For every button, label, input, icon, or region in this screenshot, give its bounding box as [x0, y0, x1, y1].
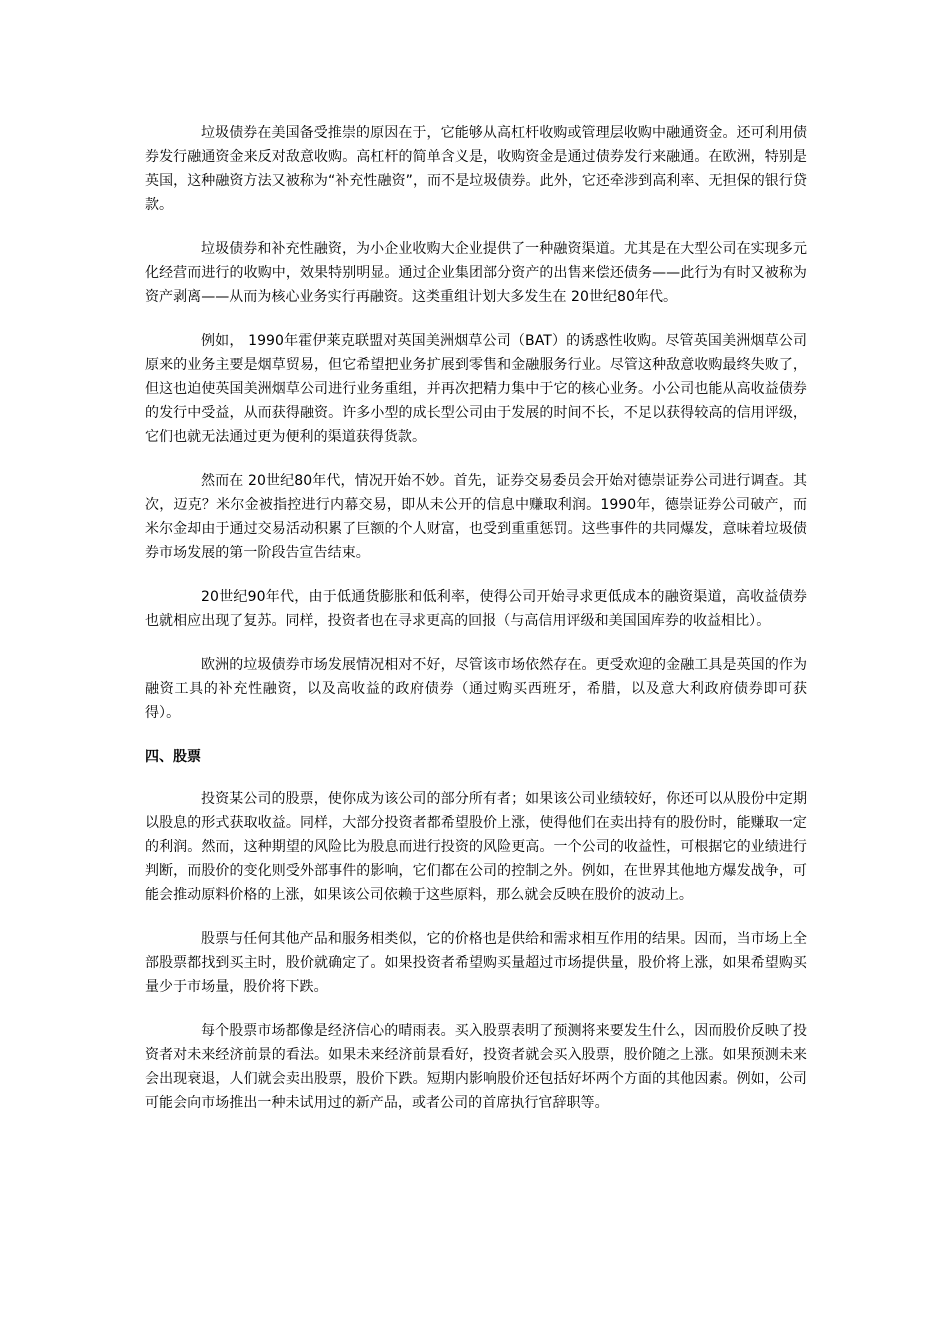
paragraph-stock-ownership: 投资某公司的股票，使你成为该公司的部分所有者；如果该公司业绩较好，你还可以从股份中定期以股息的形式获取收益。同样，大部分投资者都希望股价上涨，使得他们在卖出持有的股份时，能赚取一定的利润。然而，这种期望的风险比为股息而进行投资的风险更高。一个公司的收益性，可根据它的业绩进行判断，而股价的变化则受外部事件的影响，它们都在公司的控制之外。例如，在世界其他地方爆发战争，可能会推动原料价格的上涨，如果该公司依赖于这些原料，那么就会反映在股价的波动上。: [145, 791, 807, 903]
paragraph-european-market: 欧洲的垃圾债券市场发展情况相对不好，尽管该市场依然存在。更受欢迎的金融工具是英国的作为融资工具的补充性融资，以及高收益的政府债券（通过购买西班牙，希腊，以及意大利政府债券即可获得）。: [145, 657, 807, 721]
section-heading-stocks: 四、股票: [145, 749, 201, 765]
paragraph-supply-demand: 股票与任何其他产品和服务相类似，它的价格也是供给和需求相互作用的结果。因而，当市场上全部股票都找到买主时，股价就确定了。如果投资者希望购买量超过市场提供量，股价将上涨，如果希望购买量少于市场量，股价将下跌。: [145, 931, 807, 995]
document-body: [145, 121, 807, 1135]
paragraph-bat-example: 例如， 1990年霍伊莱克联盟对英国美洲烟草公司（BAT）的诱惑性收购。尽管英国美洲烟草公司原来的业务主要是烟草贸易，但它希望把业务扩展到零售和金融服务行业。尽管这种敌意收购最终失败了，但这也迫使英国美洲烟草公司进行业务重组，并再次把精力集中于它的核心业务。小公司也能从高收益债券的发行中受益，从而获得融资。许多小型的成长型公司由于发展的时间不长，不足以获得较高的信用评级，它们也就无法通过更为便利的渠道获得货款。: [145, 333, 807, 445]
paragraph-1990s-recovery: 20世纪90年代，由于低通货膨胀和低利率，使得公司开始寻求更低成本的融资渠道，高收益债券也就相应出现了复苏。同样，投资者也在寻求更高的回报（与高信用评级和美国国库券的收益相比）。: [145, 589, 807, 629]
paragraph-1980s-decline: 然而在 20世纪80年代，情况开始不妙。首先，证券交易委员会开始对德崇证券公司进行调查。其次，迈克？米尔金被指控进行内幕交易，即从未公开的信息中赚取利润。1990年，德崇证券公司破产，而米尔金却由于通过交易活动积累了巨额的个人财富，也受到重重惩罚。这些事件的共同爆发，意味着垃圾债券市场发展的第一阶段告宣告结束。: [145, 473, 807, 561]
paragraph-market-barometer: 每个股票市场都像是经济信心的晴雨表。买入股票表明了预测将来要发生什么，因而股价反映了投资者对未来经济前景的看法。如果未来经济前景看好，投资者就会买入股票，股价随之上涨。如果预测未来会出现衰退，人们就会卖出股票，股价下跌。短期内影响股价还包括好坏两个方面的其他因素。例如，公司可能会向市场推出一种未试用过的新产品，或者公司的首席执行官辞职等。: [145, 1023, 807, 1111]
paragraph-junk-bond-origin: 垃圾债券在美国备受推崇的原因在于，它能够从高杠杆收购或管理层收购中融通资金。还可利用债券发行融通资金来反对敌意收购。高杠杆的简单含义是，收购资金是通过债券发行来融通。在欧洲，特别是英国，这种融资方法又被称为“补充性融资”，而不是垃圾债券。此外，它还牵涉到高利率、无担保的银行贷款。: [145, 125, 807, 213]
paragraph-supplementary-financing: 垃圾债券和补充性融资，为小企业收购大企业提供了一种融资渠道。尤其是在大型公司在实现多元化经营而进行的收购中，效果特别明显。通过企业集团部分资产的出售来偿还债务——此行为有时又被称为资产剥离——从而为核心业务实行再融资。这类重组计划大多发生在 20世纪80年代。: [145, 241, 807, 305]
